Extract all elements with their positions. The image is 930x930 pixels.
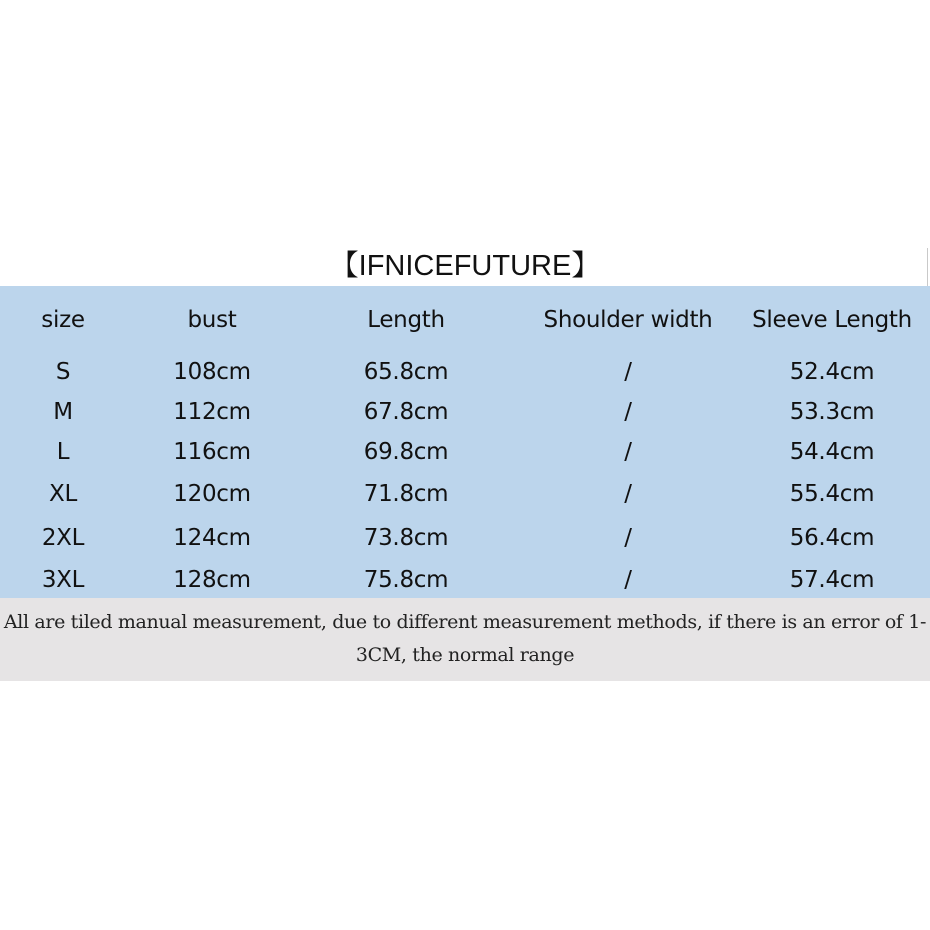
header-sleeve-length: Sleeve Length — [752, 307, 912, 333]
table-cell: L — [56, 439, 70, 465]
note-line-1: All are tiled manual measurement, due to different measurement methods, if there is an error of 1- — [3, 611, 927, 633]
table-cell: M — [53, 399, 73, 425]
table-cell: / — [624, 439, 632, 465]
brand-title: 【IFNICEFUTURE】 — [329, 250, 601, 282]
table-cell: / — [624, 525, 632, 551]
table-cell: 108cm — [173, 359, 251, 385]
table-cell: 2XL — [41, 525, 85, 551]
header-length: Length — [367, 307, 445, 333]
note-line-2: 3CM, the normal range — [355, 644, 575, 666]
measurement-note — [0, 598, 930, 681]
table-cell: 69.8cm — [363, 439, 449, 465]
table-cell: 57.4cm — [789, 567, 875, 593]
table-cell: 65.8cm — [363, 359, 449, 385]
divider-line — [927, 248, 928, 286]
table-cell: 124cm — [173, 525, 251, 551]
table-cell: / — [624, 481, 632, 507]
table-cell: 75.8cm — [363, 567, 449, 593]
header-size: size — [41, 307, 85, 333]
table-cell: 120cm — [173, 481, 251, 507]
table-cell: XL — [49, 481, 77, 507]
table-cell: 71.8cm — [363, 481, 449, 507]
table-cell: 112cm — [173, 399, 251, 425]
table-cell: / — [624, 567, 632, 593]
table-cell: 55.4cm — [789, 481, 875, 507]
table-cell: 67.8cm — [363, 399, 449, 425]
table-cell: / — [624, 399, 632, 425]
header-shoulder-width: Shoulder width — [543, 307, 713, 333]
table-cell: 73.8cm — [363, 525, 449, 551]
table-cell: / — [624, 359, 632, 385]
table-cell: 54.4cm — [789, 439, 875, 465]
header-bust: bust — [187, 307, 237, 333]
table-cell: 128cm — [173, 567, 251, 593]
table-cell: 3XL — [41, 567, 85, 593]
size-table — [0, 286, 930, 598]
table-cell: 116cm — [173, 439, 251, 465]
table-cell: S — [55, 359, 71, 385]
table-cell: 56.4cm — [789, 525, 875, 551]
measurement-note-text — [0, 606, 930, 672]
table-cell: 53.3cm — [789, 399, 875, 425]
table-cell: 52.4cm — [789, 359, 875, 385]
